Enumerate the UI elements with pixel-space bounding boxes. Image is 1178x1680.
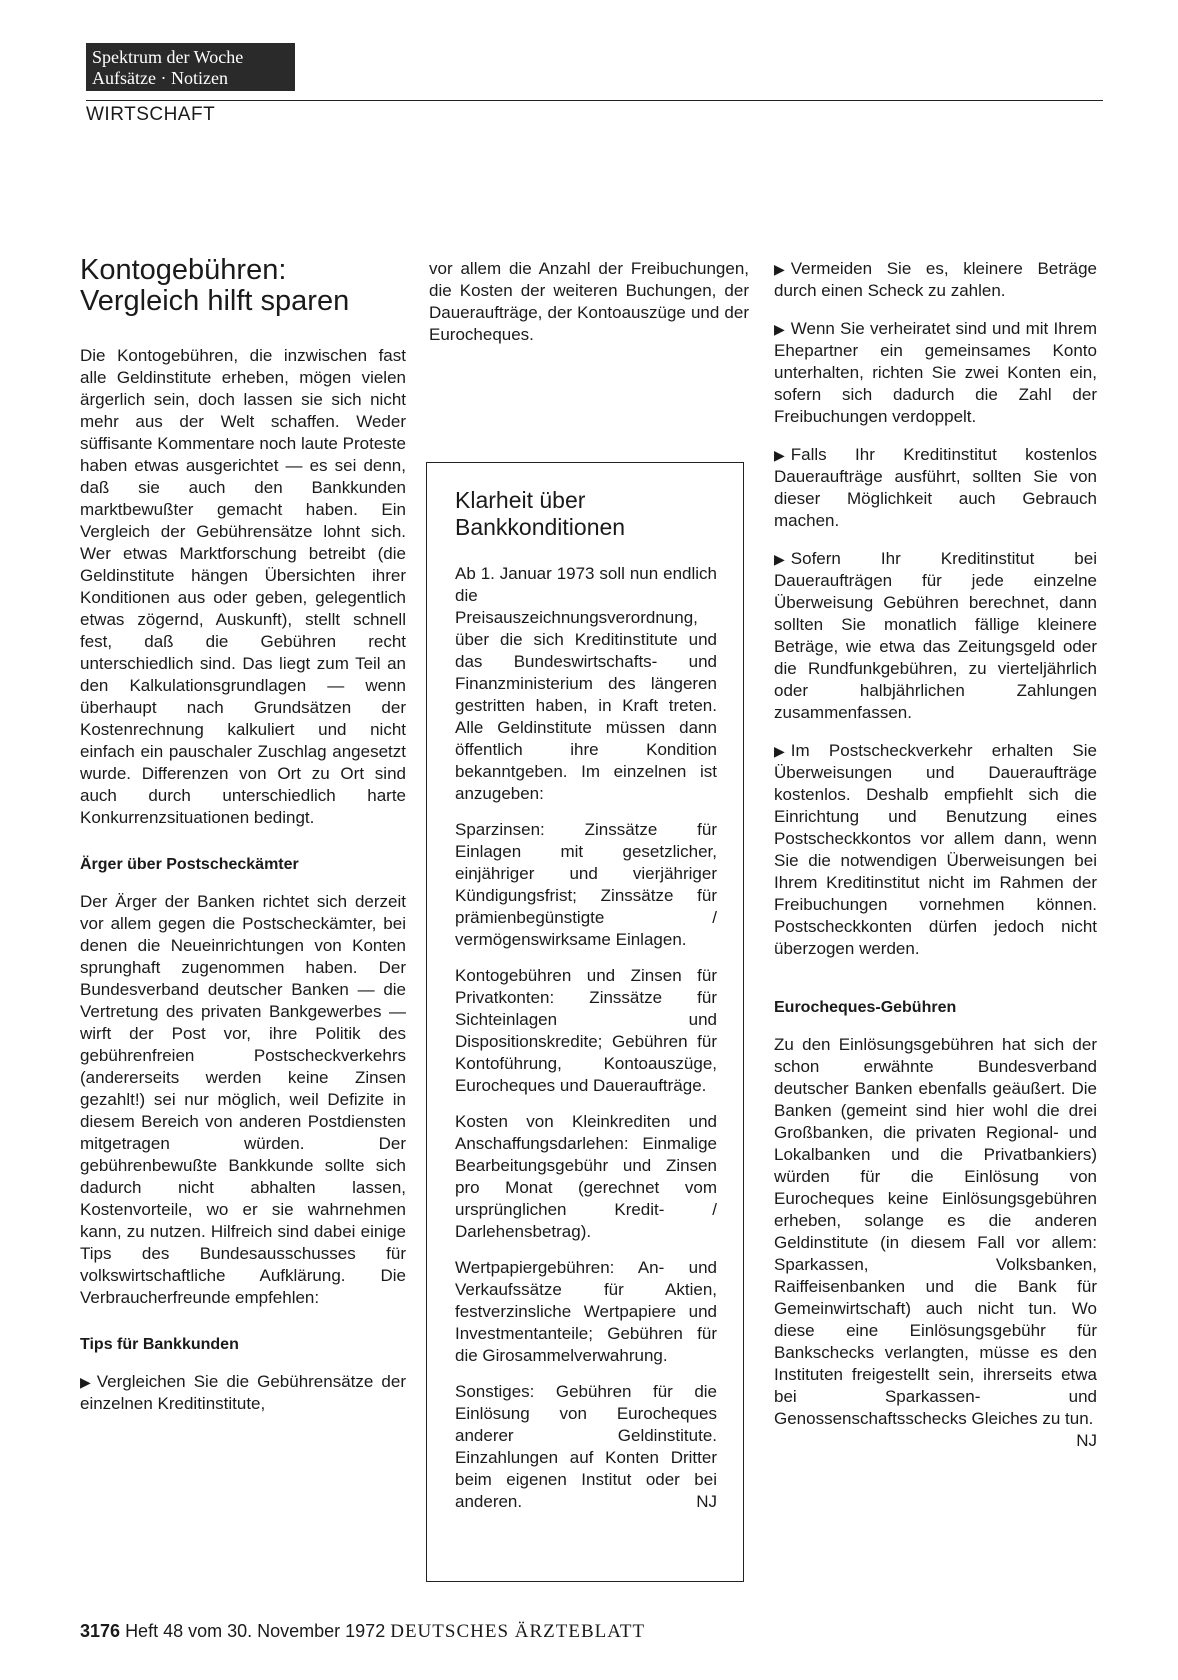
box-title-line-2: Bankkonditionen [455, 514, 626, 540]
issue-info: Heft 48 vom 30. November 1972 [125, 1621, 386, 1641]
tip-text: Falls Ihr Kreditinstitut kostenlos Daueraufträge ausführt, sollten Sie von dieser Möglichkeit auch Gebrauch machen. [774, 445, 1097, 530]
headline-line-2: Vergleich hilft sparen [80, 285, 350, 317]
bullet-arrow-icon: ▶ [774, 447, 785, 463]
column-2 [429, 258, 749, 362]
article-headline [80, 255, 406, 317]
tip-item [774, 548, 1097, 724]
journal-name: DEUTSCHES ÄRZTEBLATT [390, 1621, 646, 1642]
box-signature: NJ [696, 1492, 717, 1511]
bullet-arrow-icon: ▶ [80, 1374, 91, 1390]
masthead-line-1: Spektrum der Woche [92, 47, 244, 67]
masthead-line-2: Aufsätze · Notizen [92, 68, 228, 88]
box-paragraph: Wertpapiergebühren: An- und Verkaufssätze für Aktien, festverzinsliche Wertpapiere und Investmentanteile; Gebühren für die Girosammelverwahrung. [455, 1258, 717, 1365]
tip-1-continued: vor allem die Anzahl der Freibuchungen, die Kosten der weiteren Buchungen, der Daueraufträge, der Kontoauszüge und der Eurocheques. [429, 259, 749, 344]
box-paragraph-last-text: Sonstiges: Gebühren für die Einlösung von Eurocheques anderer Geldinstitute. Einzahlungen auf Konten Dritter beim eigenen Institut oder bei anderen. [455, 1382, 717, 1511]
body-paragraph-eurocheques [774, 1034, 1097, 1450]
info-box [426, 462, 744, 1582]
box-paragraph: Kontogebühren und Zinsen für Privatkonten: Zinssätze für Sichteinlagen und Dispositionskredite; Gebühren für Kontoführung, Kontoauszüge, Eurocheques und Daueraufträge. [455, 966, 717, 1095]
column-1 [80, 255, 406, 1431]
bullet-arrow-icon: ▶ [774, 743, 785, 759]
box-paragraph: Sparzinsen: Zinssätze für Einlagen mit gesetzlicher, einjähriger und vierjähriger Kündigungsfrist; Zinssätze für prämienbegünstigte / vermögenswirksame Einlagen. [455, 820, 717, 949]
bullet-arrow-icon: ▶ [774, 321, 785, 337]
header-rule [86, 100, 1103, 101]
bullet-arrow-icon: ▶ [774, 551, 785, 567]
tip-item [774, 444, 1097, 532]
tip-text: Vermeiden Sie es, kleinere Beträge durch einen Scheck zu zahlen. [774, 259, 1097, 300]
column-3 [774, 258, 1097, 1452]
subheading-postscheck: Ärger über Postscheckämter [80, 856, 299, 873]
tip-text: Sofern Ihr Kreditinstitut bei Daueraufträgen für jede einzelne Überweisung Gebühren berechnet, dann sollten Sie monatlich fällige kleinere Beträge, wie etwa das Zeitungsgeld oder die Rundfunkgebühren, zu vierteljährlich oder halbjährlichen Zahlungen zusammenfassen. [774, 549, 1097, 722]
subheading-eurocheques: Eurocheques-Gebühren [774, 999, 957, 1016]
tip-1-text-start: Vergleichen Sie die Gebührensätze der einzelnen Kreditinstitute, [80, 1372, 406, 1413]
page-footer [80, 1621, 645, 1643]
subheading-tips: Tips für Bankkunden [80, 1336, 239, 1353]
box-title-line-1: Klarheit über [455, 487, 586, 513]
masthead [86, 43, 295, 91]
tip-text: Wenn Sie verheiratet sind und mit Ihrem Ehepartner ein gemeinsames Konto unterhalten, richten Sie zwei Konten ein, sofern sich dadurch die Zahl der Freibuchungen verdoppelt. [774, 319, 1097, 426]
eurocheques-text: Zu den Einlösungsgebühren hat sich der schon erwähnte Bundesverband deutscher Banken ebenfalls geäußert. Die Banken (gemeint sind hier wohl die drei Großbanken, die privaten Regional- und Lokalbanken und die Privatbankiers) würden für die Einlösung von Eurocheques keine Einlösungsgebühren erheben, solange es die anderen Geldinstitute (in diesem Fall vor allem: Sparkassen, Volksbanken, Raiffeisenbanken und die Bank für Gemeinwirtschaft) auch nicht tun. Wo diese eine Einlösungsgebühr für Bankschecks verlangten, müsse es den Instituten freigestellt sein, ihrerseits etwa bei Sparkassen- und Genossenschaftsschecks Gleiches zu tun. [774, 1035, 1097, 1428]
article-signature: NJ [1076, 1431, 1097, 1450]
body-paragraph-postscheck: Der Ärger der Banken richtet sich derzeit vor allem gegen die Postscheckämter, bei denen die Neueinrichtungen von Konten sprunghaft zugenommen haben. Der Bundesverband deutscher Banken — die Vertretung des privaten Bankgewerbes — wirft der Post vor, ihre Politik des gebührenfreien Postscheckverkehrs (andererseits werden keine Zinsen gezahlt!) sei nur möglich, weil Defizite in diesem Bereich von anderen Postdiensten mitgetragen würden. Der gebührenbewußte Bankkunde sollte sich dadurch nicht abhalten lassen, Kostenvorteile, wo er sie wahrnehmen kann, zu nutzen. Hilfreich sind dabei einige Tips des Bundesausschusses für volkswirtschaftliche Aufklärung. Die Verbraucherfreunde empfehlen: [80, 892, 406, 1307]
tip-item [774, 258, 1097, 302]
intro-paragraph: Die Kontogebühren, die inzwischen fast alle Geldinstitute erheben, mögen vielen ärgerlich sein, doch lassen sie sich nicht mehr aus der Welt schaffen. Weder süffisante Kommentare noch laute Proteste haben etwas ausgerichtet — es sei denn, daß sie auch den Bankkunden marktbewußter gemacht haben. Ein Vergleich der Gebührensätze lohnt sich. Wer etwas Marktforschung betreibt (die Geldinstitute hängen Übersichten ihrer Konditionen aus oder geben, gelegentlich etwas zögernd, Auskunft), stellt schnell fest, daß die Gebühren recht unterschiedlich sind. Das liegt zum Teil an den Kalkulationsgrundlagen — wenn überhaupt nach Grundsätzen der Kostenrechnung kalkuliert und nicht einfach ein pauschaler Zuschlag angesetzt wurde. Differenzen von Ort zu Ort sind auch durch unterschiedlich harte Konkurrenzsituationen bedingt. [80, 346, 406, 827]
box-paragraph: Ab 1. Januar 1973 soll nun endlich die Preisauszeichnungsverordnung, über die sich Kreditinstitute und das Bundeswirtschafts- und Finanzministerium des längeren gestritten haben, in Kraft treten. Alle Geldinstitute müssen dann öffentlich ihre Kondition bekanntgeben. Im einzelnen ist anzugeben: [455, 564, 717, 803]
page-number: 3176 [80, 1621, 121, 1641]
box-paragraph: Kosten von Kleinkrediten und Anschaffungsdarlehen: Einmalige Bearbeitungsgebühr und Zinsen pro Monat (gerechnet vom ursprünglichen Kredit- / Darlehensbetrag). [455, 1112, 717, 1241]
box-title [455, 487, 717, 541]
tip-1-start [80, 1371, 406, 1415]
tip-text: Im Postscheckverkehr erhalten Sie Überweisungen und Daueraufträge kostenlos. Deshalb empfiehlt sich die Einrichtung und Benutzung eines Postscheckkontos vor allem dann, wenn Sie die notwendigen Überweisungen bei Ihrem Kreditinstitut nicht im Rahmen der Freibuchungen vornehmen können. Postscheckkonten dürfen jedoch nicht überzogen werden. [774, 741, 1097, 958]
section-label: WIRTSCHAFT [86, 104, 216, 125]
box-paragraph [455, 1381, 717, 1513]
tip-item [774, 740, 1097, 960]
tip-item [774, 318, 1097, 428]
headline-line-1: Kontogebühren: [80, 254, 287, 286]
bullet-arrow-icon: ▶ [774, 261, 785, 277]
